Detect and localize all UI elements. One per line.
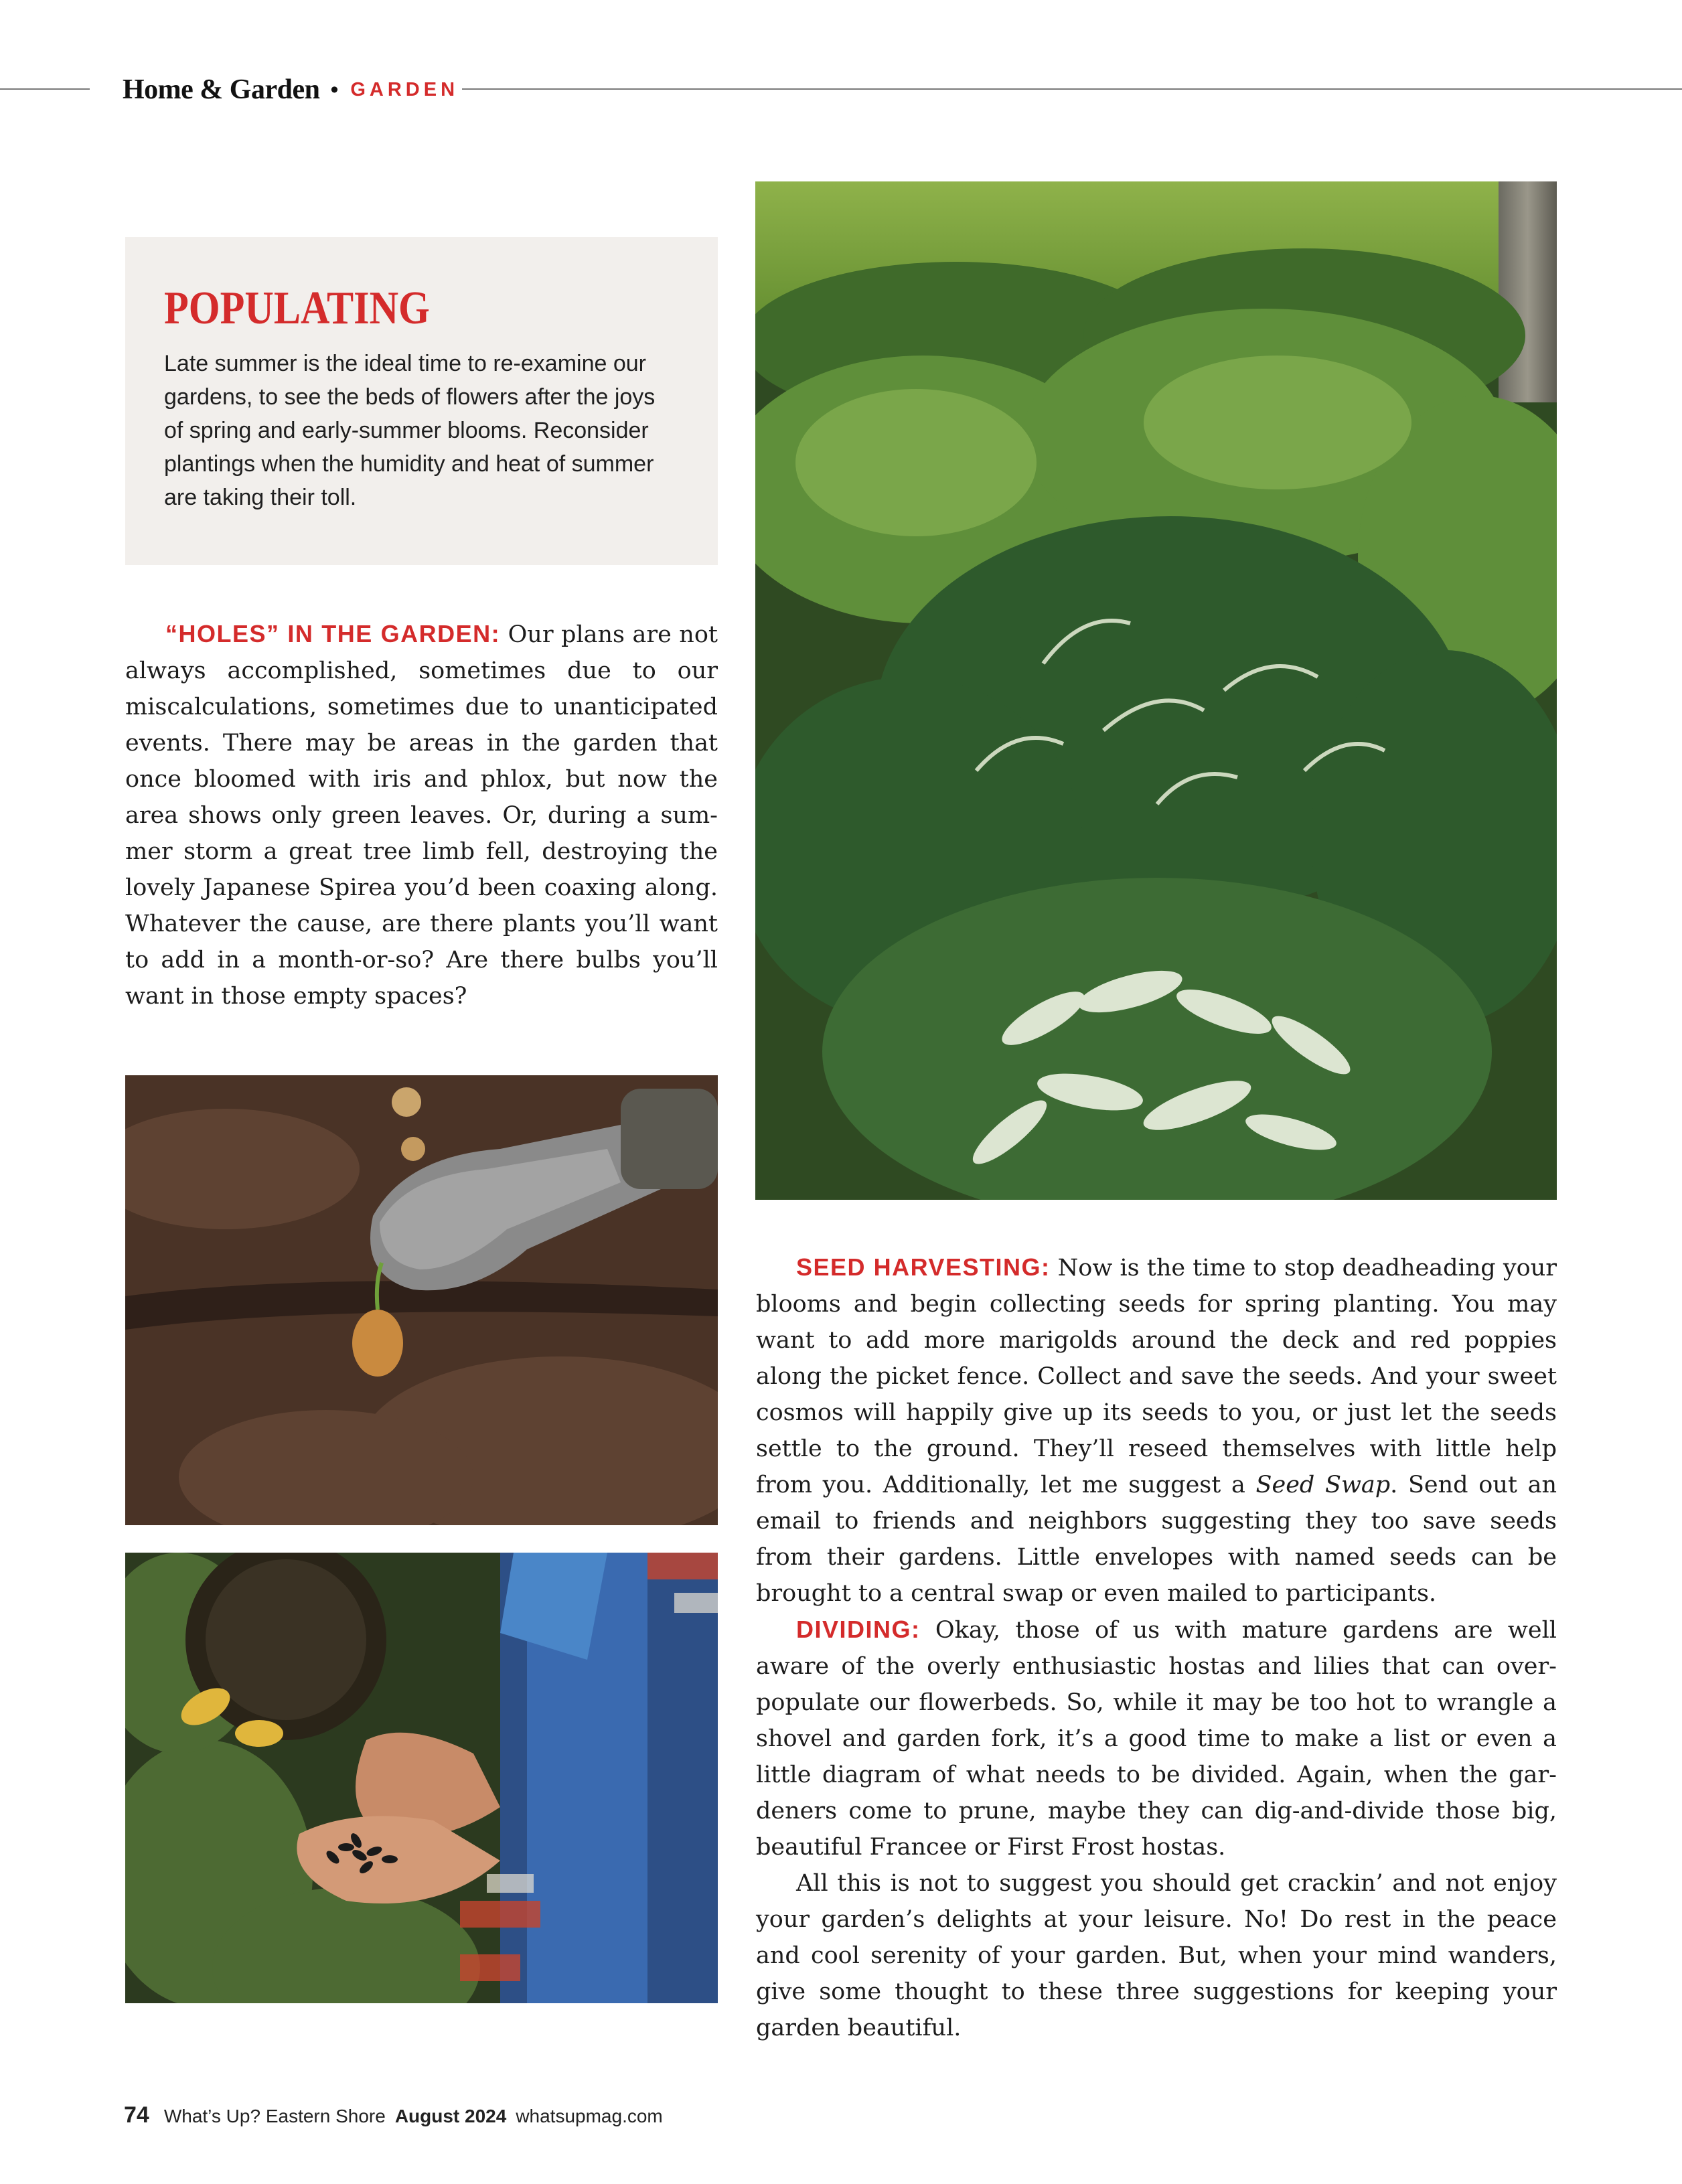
holes-text: Our plans are not always accomplished, sometimes due to our miscalculations, sometimes due to unanticipated events. There may be areas in the garden that once bloomed with iris and phlox, but now the area shows only green leaves. Or, during a summer storm a great tree limb fell, destroying the lovely Japanese Spirea you’d been coaxing along. Whatever the cause, are there plants you’ll want to add in a month-or-so? Are there bulbs you’ll want in those empty spaces? bbox=[125, 621, 718, 1010]
page-footer bbox=[124, 2102, 663, 2128]
hosta-garden-illustration bbox=[755, 181, 1557, 1200]
sidebar-title: POPULATING bbox=[164, 283, 430, 334]
left-column bbox=[125, 616, 718, 1014]
sidebar-body: Late summer is the ideal time to re-examine our gardens, to see the beds of flowers after the joys of spring and early-summer blooms. Reconsider plantings when the humidity and heat of summer are taking their toll. bbox=[164, 351, 656, 510]
page-number: 74 bbox=[124, 2102, 149, 2128]
dividing-lead: DIVIDING: bbox=[796, 1616, 921, 1643]
magazine-name: What’s Up? Eastern Shore bbox=[163, 2106, 386, 2126]
seed-text-before: Now is the time to stop deadheading your blooms and begin collecting seeds for spring planting. You may want to add more marigolds around the deck and red poppies along the picket fence. Collect and save the seeds. And your sweet cosmos will happily give up its seeds to you, or just let the seeds settle to the ground. They’ll reseed themselves with little help from you. Additionally, let me suggest a bbox=[756, 1255, 1557, 1498]
holes-paragraph bbox=[125, 616, 718, 1014]
sunflower-seeds-illustration bbox=[125, 1553, 718, 2003]
seed-swap-italic: Seed Swap bbox=[1255, 1472, 1391, 1498]
website: whatsupmag.com bbox=[516, 2106, 663, 2126]
closing-paragraph: All this is not to suggest you should get crackin’ and not enjoy your garden’s delights at your leisure. No! Do rest in the peace and cool serenity of your garden. But, when your mind wanders, give some thought to these three suggestions for keeping your garden beautiful. bbox=[756, 1870, 1557, 2041]
page-header bbox=[123, 70, 459, 110]
sunflower-seeds-photo bbox=[125, 1553, 718, 2003]
hosta-garden-photo bbox=[755, 181, 1557, 1200]
dividing-paragraph bbox=[756, 1612, 1557, 1865]
planting-bulb-illustration bbox=[125, 1075, 718, 1525]
holes-lead: “HOLES” IN THE GARDEN: bbox=[165, 620, 501, 647]
sidebar-box bbox=[125, 237, 718, 565]
header-rule-right bbox=[462, 88, 1682, 90]
header-rule-left bbox=[0, 88, 90, 90]
right-column bbox=[756, 1249, 1557, 2046]
seed-lead: SEED HARVESTING: bbox=[796, 1253, 1051, 1281]
dividing-text: Okay, those of us with mature gardens are well aware of the overly enthusiastic hostas and lilies that can over-populate our flowerbeds. So, while it may be too hot to wrangle a shovel and garden fork, it’s a good time to make a list or even a little diagram of what needs to be divided. Again, when the gardeners come to prune, maybe they can dig-and-divide those big, beautiful Francee or First Frost hostas. bbox=[756, 1617, 1557, 1861]
header-separator: • bbox=[330, 76, 339, 102]
seed-paragraph bbox=[756, 1249, 1557, 1612]
seed-text-after: . Send out an email to friends and neighbors suggesting they too save seeds from their gardens. Little envelopes with named seeds can be brought to a central swap or even mailed to participants. bbox=[756, 1472, 1557, 1607]
section-label: GARDEN bbox=[350, 78, 459, 100]
planting-bulb-photo bbox=[125, 1075, 718, 1525]
issue-date: August 2024 bbox=[394, 2106, 507, 2126]
masthead: Home & Garden bbox=[123, 74, 320, 105]
